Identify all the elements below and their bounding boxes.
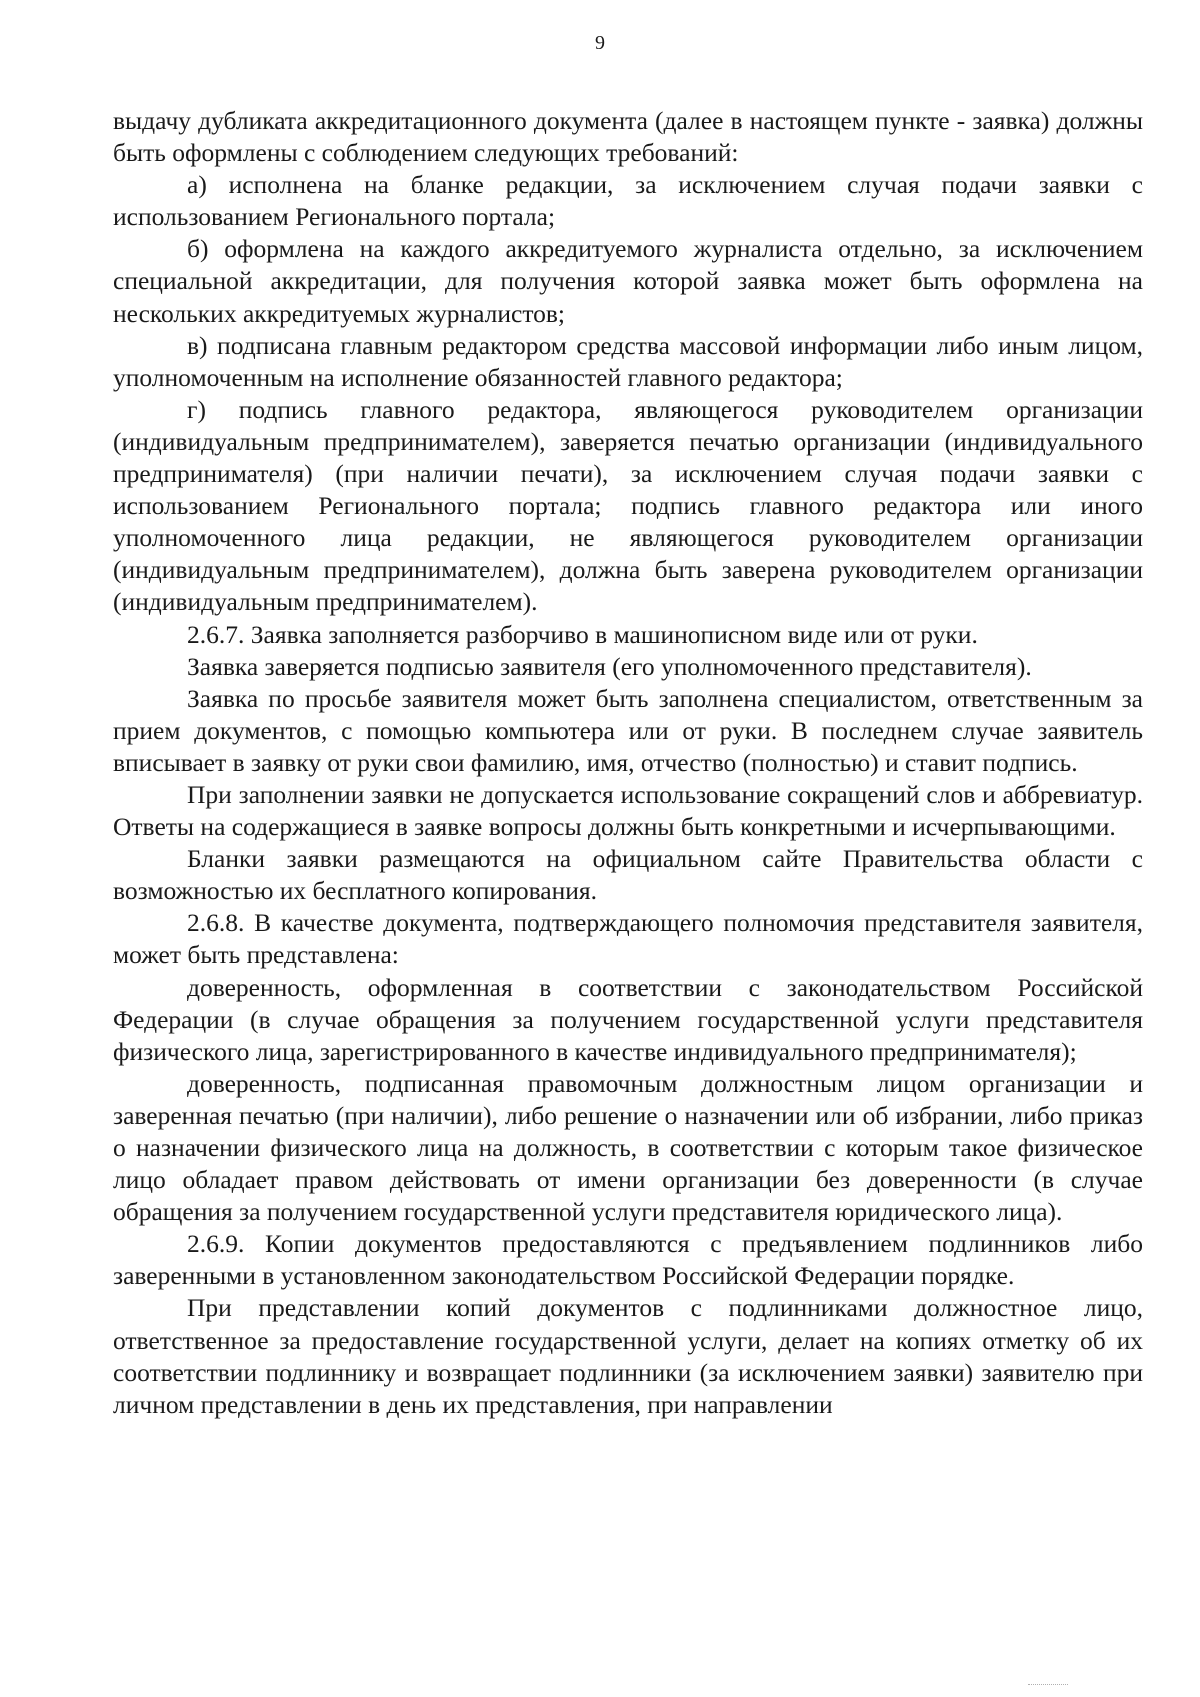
paragraph-continuation: выдачу дубликата аккредитационного документа (далее в настоящем пункте - заявка) должны быть оформлены с соблюдением следующих требований: <box>113 106 1143 168</box>
paragraph-item-b: б) оформлена на каждого аккредитуемого журналиста отдельно, за исключением специальной аккредитации, для получения которой заявка может быть оформлена на нескольких аккредитуемых журналистов; <box>113 234 1143 328</box>
scan-artifact <box>1028 1684 1068 1693</box>
document-body <box>113 105 1143 1421</box>
paragraph-copies-return: При представлении копий документов с подлинниками должностное лицо, ответственное за предоставление государственной услуги, делает на копиях отметку об их соответствии подлиннику и возвращает подлинники (за исключением заявки) заявителю при личном представлении в день их представления, при направлении <box>113 1293 1143 1419</box>
paragraph-filled-by-specialist: Заявка по просьбе заявителя может быть заполнена специалистом, ответственным за прием документов, с помощью компьютера или от руки. В последнем случае заявитель вписывает в заявку от руки свои фамилию, имя, отчество (полностью) и ставит подпись. <box>113 683 1143 777</box>
paragraph-2-6-8: 2.6.8. В качестве документа, подтверждающего полномочия представителя заявителя, может быть представлена: <box>113 908 1143 970</box>
paragraph-power-of-attorney-individual: доверенность, оформленная в соответствии с законодательством Российской Федерации (в случае обращения за получением государственной услуги представителя физического лица, зарегистрированного в качестве индивидуального предпринимателя); <box>113 972 1143 1066</box>
paragraph-item-g: г) подпись главного редактора, являющегося руководителем организации (индивидуальным предпринимателем), заверяется печатью организации (индивидуального предпринимателя) (при наличии печати), за исключением случая подачи заявки с использованием Регионального портала; подпись главного редактора или иного уполномоченного лица редакции, не являющегося руководителем организации (индивидуальным предпринимателем), должна быть заверена руководителем организации (индивидуальным предпринимателем). <box>113 394 1143 617</box>
paragraph-item-v: в) подписана главным редактором средства массовой информации либо иным лицом, уполномоченным на исполнение обязанностей главного редактора; <box>113 330 1143 392</box>
page-number: 9 <box>595 32 605 54</box>
paragraph-no-abbreviations: При заполнении заявки не допускается использование сокращений слов и аббревиатур. Ответы на содержащиеся в заявке вопросы должны быть конкретными и исчерпывающими. <box>113 779 1143 842</box>
paragraph-2-6-7: 2.6.7. Заявка заполняется разборчиво в машинописном виде или от руки. <box>187 619 978 649</box>
paragraph-blank-forms: Бланки заявки размещаются на официальном сайте Правительства области с возможностью их бесплатного копирования. <box>113 844 1143 906</box>
paragraph-signature: Заявка заверяется подписью заявителя (его уполномоченного представителя). <box>187 651 1032 681</box>
paragraph-power-of-attorney-organization: доверенность, подписанная правомочным должностным лицом организации и заверенная печатью (при наличии), либо решение о назначении или об избрании, либо приказ о назначении физического лица на должность, в соответствии с которым такое физическое лицо обладает правом действовать от имени организации без доверенности (в случае обращения за получением государственной услуги представителя юридического лица). <box>113 1068 1143 1227</box>
paragraph-2-6-9: 2.6.9. Копии документов предоставляются с предъявлением подлинников либо заверенными в установленном законодательством Российской Федерации порядке. <box>113 1229 1143 1291</box>
paragraph-item-a: а) исполнена на бланке редакции, за исключением случая подачи заявки с использованием Регионального портала; <box>113 170 1143 232</box>
